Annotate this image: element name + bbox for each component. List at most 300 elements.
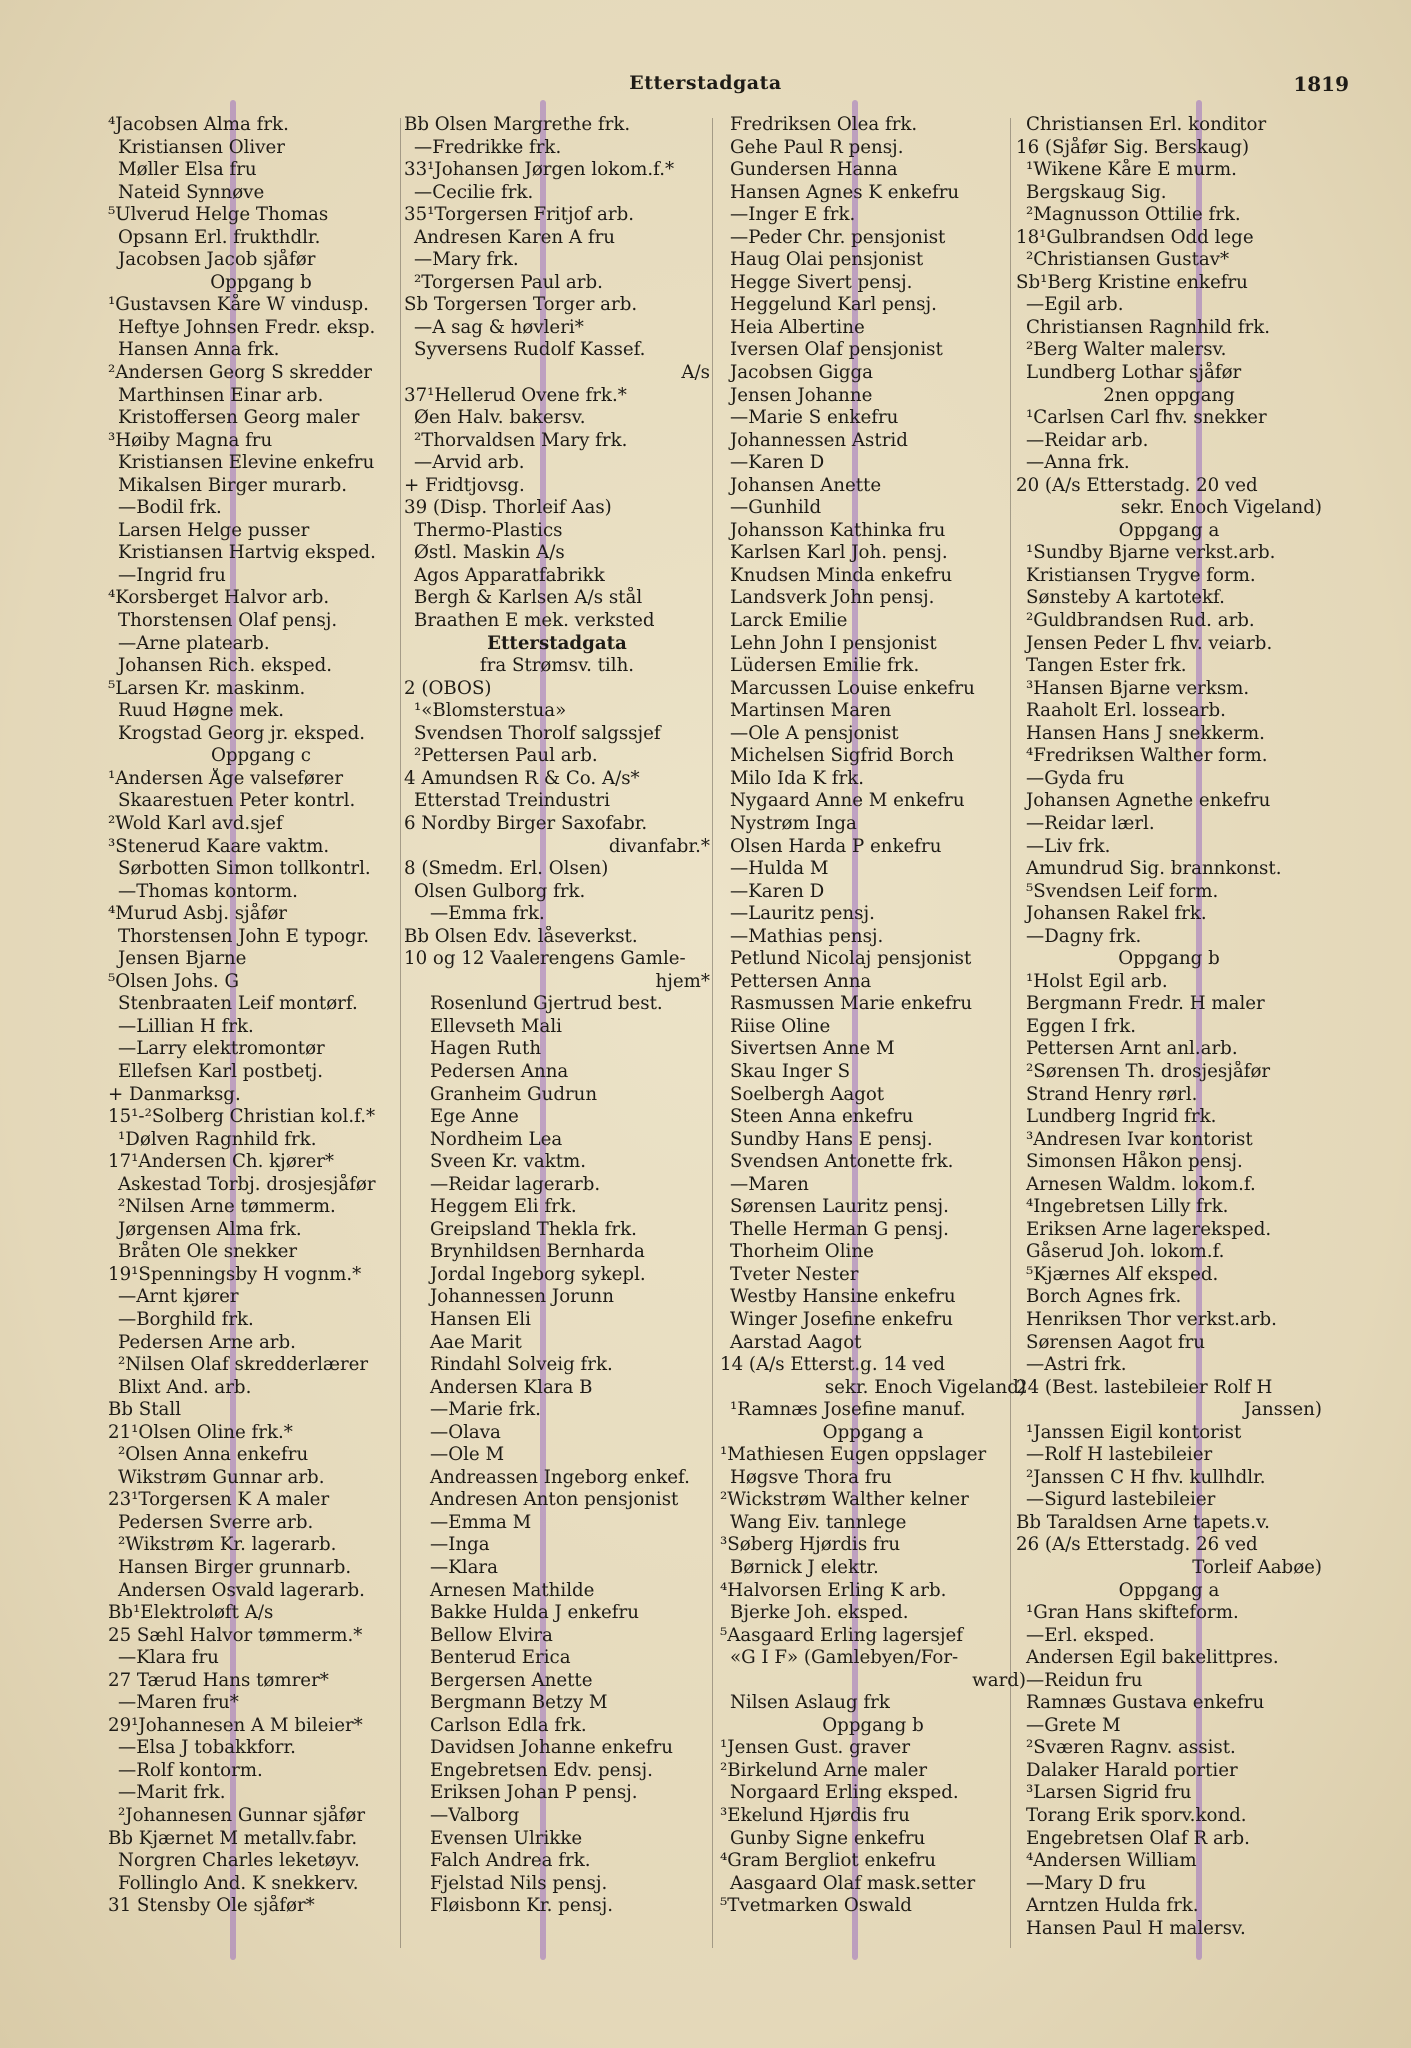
directory-line: —Karen D xyxy=(730,880,825,902)
directory-line: ³Høiby Magna fru xyxy=(108,429,273,451)
directory-line: Pedersen Sverre arb. xyxy=(118,1511,314,1533)
directory-line: Johansen Agnethe enkefru xyxy=(1026,790,1271,812)
directory-line: ¹«Blomsterstua» xyxy=(414,700,567,722)
directory-line: ⁵Olsen Johs. G xyxy=(108,970,239,992)
directory-line: ⁴Halvorsen Erling K arb. xyxy=(720,1579,947,1601)
directory-line: Etterstadgata xyxy=(487,632,627,654)
directory-line: ²Johannesen Gunnar sjåfør xyxy=(118,1805,366,1827)
directory-line: ⁴Jacobsen Alma frk. xyxy=(108,114,289,135)
directory-line: Aae Marit xyxy=(430,1331,522,1353)
directory-line: Wikstrøm Gunnar arb. xyxy=(118,1466,325,1488)
directory-line: Bråten Ole snekker xyxy=(118,1241,298,1263)
directory-line: Bb Stall xyxy=(108,1399,182,1421)
directory-line: Iversen Olaf pensjonist xyxy=(730,339,943,361)
directory-line: 23¹Torgersen K A maler xyxy=(108,1489,330,1511)
directory-line: Andersen Osvald lagerarb. xyxy=(118,1579,365,1601)
directory-line: ²Andersen Georg S skredder xyxy=(108,362,372,384)
directory-line: ²Torgersen Paul arb. xyxy=(414,271,603,293)
directory-line: Kristiansen Elevine enkefru xyxy=(118,452,375,474)
directory-line: Fjelstad Nils pensj. xyxy=(430,1872,608,1894)
directory-line: —Peder Chr. pensjonist xyxy=(730,226,946,248)
directory-line: ²Sørensen Th. drosjesjåfør xyxy=(1026,1060,1271,1082)
directory-line: —Gunhild xyxy=(730,497,822,519)
directory-line: Ellevseth Mali xyxy=(430,1015,562,1037)
directory-line: Granheim Gudrun xyxy=(430,1083,598,1105)
directory-line: ⁵Svendsen Leif form. xyxy=(1026,880,1219,902)
directory-line: —Inger E frk. xyxy=(730,204,856,226)
directory-line: —Ole A pensjonist xyxy=(730,722,899,744)
directory-line: ⁵Kjærnes Alf eksped. xyxy=(1026,1263,1219,1285)
directory-line: Bergskaug Sig. xyxy=(1026,181,1167,203)
directory-line: —Rolf kontorm. xyxy=(118,1759,263,1781)
directory-line: —Borghild frk. xyxy=(118,1308,254,1330)
directory-line: —Arne platearb. xyxy=(118,632,270,654)
directory-line: Heggelund Karl pensj. xyxy=(730,294,937,316)
directory-line: 17¹Andersen Ch. kjører* xyxy=(108,1151,335,1173)
directory-line: Opsann Erl. frukthdlr. xyxy=(118,226,321,248)
directory-line: —Mary frk. xyxy=(414,249,519,271)
directory-line: Pettersen Anna xyxy=(730,970,872,992)
directory-line: Kristiansen Trygve form. xyxy=(1026,564,1256,586)
directory-line: ²Sværen Ragnv. assist. xyxy=(1026,1737,1236,1759)
directory-line: Christiansen Ragnhild frk. xyxy=(1026,316,1271,338)
directory-line: «G I F» (Gamlebyen/For- xyxy=(730,1647,959,1669)
directory-line: Greipsland Thekla frk. xyxy=(430,1218,637,1240)
directory-line: ²Wickstrøm Walther kelner xyxy=(720,1489,969,1511)
directory-line: Sivertsen Anne M xyxy=(730,1038,895,1060)
directory-line: Gåserud Joh. lokom.f. xyxy=(1026,1241,1225,1263)
directory-line: Eriksen Arne lagereksped. xyxy=(1026,1218,1272,1240)
directory-line: Carlson Edla frk. xyxy=(430,1714,587,1736)
directory-line: Benterud Erica xyxy=(430,1647,571,1669)
directory-line: Andresen Anton pensjonist xyxy=(430,1489,679,1511)
directory-line: Sønsteby A kartotekf. xyxy=(1026,587,1225,609)
directory-line: —Grete M xyxy=(1026,1714,1121,1736)
directory-line: Nystrøm Inga xyxy=(730,812,857,834)
directory-line: Nordheim Lea xyxy=(430,1128,563,1150)
directory-line: Bb Taraldsen Arne tapets.v. xyxy=(1016,1511,1270,1533)
directory-line: Pedersen Anna xyxy=(430,1060,569,1082)
directory-line: 24 (Best. lastebileier Rolf H xyxy=(1016,1376,1273,1398)
directory-line: Ege Anne xyxy=(430,1106,519,1128)
directory-line: Engebretsen Olaf R arb. xyxy=(1026,1827,1250,1849)
directory-line: —Arnt kjører xyxy=(118,1286,239,1308)
directory-line: Gehe Paul R pensj. xyxy=(730,136,904,158)
directory-line: Bergmann Fredr. H maler xyxy=(1026,993,1265,1015)
directory-line: Johansen Rakel frk. xyxy=(1026,903,1207,925)
directory-line: Bb¹Elektroløft A/s xyxy=(108,1602,274,1624)
directory-line: Skaarestuen Peter kontrl. xyxy=(118,790,356,812)
directory-line: Larck Emilie xyxy=(730,610,848,632)
directory-line: Sb¹Berg Kristine enkefru xyxy=(1016,271,1248,293)
directory-line: ¹Jensen Gust. graver xyxy=(720,1737,911,1759)
directory-line: —Egil arb. xyxy=(1026,294,1124,316)
directory-line: Bergmann Betzy M xyxy=(430,1692,608,1714)
directory-line: Michelsen Sigfrid Borch xyxy=(730,745,955,767)
directory-line: —Marit frk. xyxy=(118,1782,226,1804)
directory-line: 18¹Gulbrandsen Odd lege xyxy=(1016,226,1254,248)
directory-line: Strand Henry rørl. xyxy=(1026,1083,1198,1105)
directory-line: Oppgang a xyxy=(1118,519,1220,541)
directory-line: divanfabr.* xyxy=(608,835,710,857)
directory-line: Nygaard Anne M enkefru xyxy=(730,790,965,812)
directory-line: Olsen Harda P enkefru xyxy=(730,835,942,857)
directory-line: Pedersen Arne arb. xyxy=(118,1331,296,1353)
directory-line: Gundersen Hanna xyxy=(730,159,898,181)
directory-line: 33¹Johansen Jørgen lokom.f.* xyxy=(404,159,675,181)
directory-line: Etterstad Treindustri xyxy=(414,790,610,812)
directory-line: Jørgensen Alma frk. xyxy=(118,1218,302,1240)
directory-line: —Emma frk. xyxy=(430,903,545,925)
directory-line: ⁵Ulverud Helge Thomas xyxy=(108,204,329,226)
directory-line: 8 (Smedm. Erl. Olsen) xyxy=(404,858,609,880)
directory-line: —Rolf H lastebileier xyxy=(1026,1444,1213,1466)
directory-line: ⁵Larsen Kr. maskinm. xyxy=(108,677,306,699)
directory-line: Kristiansen Oliver xyxy=(118,136,285,158)
directory-line: Ramnæs Gustava enkefru xyxy=(1026,1692,1265,1714)
directory-line: —Klara fru xyxy=(118,1647,219,1669)
directory-line: Martinsen Maren xyxy=(730,700,892,722)
directory-line: Henriksen Thor verkst.arb. xyxy=(1026,1308,1277,1330)
directory-line: ²Janssen C H fhv. kullhdlr. xyxy=(1026,1466,1266,1488)
directory-line: Rindahl Solveig frk. xyxy=(430,1354,613,1376)
directory-line: ⁴Ingebretsen Lilly frk. xyxy=(1026,1196,1229,1218)
directory-line: Rosenlund Gjertrud best. xyxy=(430,993,663,1015)
directory-line: Oppgang b xyxy=(210,271,312,293)
directory-line: Andersen Klara B xyxy=(430,1376,593,1398)
directory-line: 2nen oppgang xyxy=(1103,384,1235,406)
directory-line: Raaholt Erl. lossearb. xyxy=(1026,700,1226,722)
directory-line: Dalaker Harald portier xyxy=(1026,1759,1238,1781)
directory-line: Andresen Karen A fru xyxy=(414,226,615,248)
directory-line: Brynhildsen Bernharda xyxy=(430,1241,645,1263)
directory-line: Eriksen Johan P pensj. xyxy=(430,1782,638,1804)
directory-line: Mikalsen Birger murarb. xyxy=(118,474,348,496)
directory-line: —Karen D xyxy=(730,452,825,474)
directory-line: Møller Elsa fru xyxy=(118,159,257,181)
directory-line: Hagen Ruth xyxy=(430,1038,542,1060)
directory-line: ²Christiansen Gustav* xyxy=(1026,249,1230,271)
directory-line: —Erl. eksped. xyxy=(1026,1624,1155,1646)
directory-line: Hansen Hans J snekkerm. xyxy=(1026,722,1265,744)
directory-line: ⁴Gram Bergliot enkefru xyxy=(720,1850,936,1872)
directory-line: ²Guldbrandsen Rud. arb. xyxy=(1026,610,1255,632)
directory-line: Haug Olai pensjonist xyxy=(730,249,924,271)
directory-line: —Marie S enkefru xyxy=(730,407,899,429)
directory-line: ²Nilsen Arne tømmerm. xyxy=(118,1196,336,1218)
directory-line: Landsverk John pensj. xyxy=(730,587,935,609)
directory-line: Oppgang b xyxy=(822,1714,924,1736)
directory-line: Oppgang a xyxy=(822,1421,924,1443)
page-number: 1819 xyxy=(1293,72,1349,96)
directory-line: fra Strømsv. tilh. xyxy=(479,655,635,677)
directory-line: Johannessen Jorunn xyxy=(430,1286,614,1308)
directory-line: Arnesen Waldm. lokom.f. xyxy=(1026,1173,1256,1195)
directory-line: Westby Hansine enkefru xyxy=(730,1286,956,1308)
directory-line: Olsen Gulborg frk. xyxy=(414,880,586,902)
directory-line: ⁵Aasgaard Erling lagersjef xyxy=(720,1624,964,1646)
directory-line: Aasgaard Olaf mask.setter xyxy=(730,1872,976,1894)
directory-line: ¹Janssen Eigil kontorist xyxy=(1026,1421,1242,1443)
directory-line: Evensen Ulrikke xyxy=(430,1827,583,1849)
directory-line: —Sigurd lastebileier xyxy=(1026,1489,1216,1511)
directory-line: Winger Josefine enkefru xyxy=(730,1308,953,1330)
directory-line: Blixt And. arb. xyxy=(118,1376,252,1398)
directory-line: Arntzen Hulda frk. xyxy=(1026,1895,1199,1917)
directory-line: Knudsen Minda enkefru xyxy=(730,564,953,586)
directory-line: Skau Inger S xyxy=(730,1060,851,1082)
directory-line: 14 (A/s Etterst.g. 14 ved xyxy=(720,1354,945,1376)
directory-line: Gunby Signe enkefru xyxy=(730,1827,926,1849)
directory-column-4 xyxy=(1016,114,1322,1954)
directory-line: Sundby Hans E pensj. xyxy=(730,1128,933,1150)
directory-line: —Cecilie frk. xyxy=(414,181,534,203)
directory-line: ¹Gustavsen Kåre W vindusp. xyxy=(108,294,369,316)
directory-line: 19¹Spenningsby H vognm.* xyxy=(108,1263,362,1285)
directory-line: ²Wikstrøm Kr. lagerarb. xyxy=(118,1534,337,1556)
directory-line: Kristiansen Hartvig eksped. xyxy=(118,542,376,564)
directory-line: —Klara xyxy=(430,1557,498,1578)
directory-line: —Thomas kontorm. xyxy=(118,880,298,902)
directory-line: A/s xyxy=(681,362,710,384)
directory-line: 4 Amundsen R & Co. A/s* xyxy=(404,767,640,789)
directory-line: —Marie frk. xyxy=(430,1399,541,1421)
directory-line: Ellefsen Karl postbetj. xyxy=(118,1060,324,1082)
directory-line: Marthinsen Einar arb. xyxy=(118,384,324,406)
directory-line: ³Søberg Hjørdis fru xyxy=(720,1534,901,1556)
directory-line: ³Andresen Ivar kontorist xyxy=(1026,1128,1253,1150)
directory-line: —Elsa J tobakkforr. xyxy=(118,1737,296,1759)
directory-line: Janssen) xyxy=(1243,1399,1322,1421)
directory-line: 26 (A/s Etterstadg. 26 ved xyxy=(1016,1534,1258,1556)
directory-line: Hansen Eli xyxy=(430,1308,531,1330)
directory-line: Jacobsen Gigga xyxy=(730,362,873,384)
directory-line: Johansen Rich. eksped. xyxy=(118,655,333,677)
directory-line: Kristoffersen Georg maler xyxy=(118,407,360,429)
directory-line: Thorstensen Olaf pensj. xyxy=(118,610,338,632)
directory-line: ¹Sundby Bjarne verkst.arb. xyxy=(1026,542,1276,564)
directory-line: Jordal Ingeborg sykepl. xyxy=(430,1263,646,1285)
directory-line: Soelbergh Aagot xyxy=(730,1083,885,1105)
directory-line: 10 og 12 Vaalerengens Gamle- xyxy=(404,948,686,970)
directory-line: ²Magnusson Ottilie frk. xyxy=(1026,204,1241,226)
directory-line: Thorheim Oline xyxy=(730,1241,874,1263)
directory-line: —Gyda fru xyxy=(1026,767,1125,789)
directory-line: 37¹Hellerud Ovene frk.* xyxy=(404,384,627,406)
directory-line: —Anna frk. xyxy=(1026,452,1130,474)
directory-line: Ruud Høgne mek. xyxy=(118,700,285,722)
directory-line: —Maren fru* xyxy=(118,1692,239,1714)
directory-line: Jensen Peder L fhv. veiarb. xyxy=(1026,632,1273,654)
directory-line: 21¹Olsen Oline frk.* xyxy=(108,1421,293,1443)
directory-line: 2 (OBOS) xyxy=(404,677,492,699)
directory-line: —Reidar lærl. xyxy=(1026,812,1155,834)
directory-line: Sørensen Lauritz pensj. xyxy=(730,1196,949,1218)
directory-line: ¹Wikene Kåre E murm. xyxy=(1026,159,1237,181)
directory-line: Milo Ida K frk. xyxy=(730,767,865,789)
directory-line: —Valborg xyxy=(430,1805,520,1827)
directory-line: Engebretsen Edv. pensj. xyxy=(430,1759,653,1781)
directory-line: Borch Agnes frk. xyxy=(1026,1286,1182,1308)
directory-line: —Mathias pensj. xyxy=(730,925,884,947)
directory-line: ²Nilsen Olaf skredderlærer xyxy=(118,1354,369,1376)
directory-line: Heggem Eli frk. xyxy=(430,1196,577,1218)
directory-line: Torang Erik sporv.kond. xyxy=(1026,1805,1247,1827)
directory-line: Sørbotten Simon tollkontrl. xyxy=(118,858,371,880)
directory-line: Simonsen Håkon pensj. xyxy=(1026,1151,1243,1173)
directory-line: Børnick J elektr. xyxy=(730,1557,879,1578)
directory-line: ¹Dølven Ragnhild frk. xyxy=(118,1128,317,1150)
directory-line: Krogstad Georg jr. eksped. xyxy=(118,722,365,744)
directory-line: Arnesen Mathilde xyxy=(430,1579,595,1601)
directory-line: Aarstad Aagot xyxy=(730,1331,862,1353)
directory-column-3 xyxy=(720,114,1026,1954)
directory-line: —Olava xyxy=(430,1421,501,1443)
directory-line: Andersen Egil bakelittpres. xyxy=(1026,1647,1279,1669)
directory-line: 31 Stensby Ole sjåfør* xyxy=(108,1895,315,1917)
directory-line: ⁴Murud Asbj. sjåfør xyxy=(108,903,287,925)
directory-line: ²Olsen Anna enkefru xyxy=(118,1444,309,1466)
directory-line: Hegge Sivert pensj. xyxy=(730,271,913,293)
directory-line: —Hulda M xyxy=(730,858,829,880)
directory-line: 35¹Torgersen Fritjof arb. xyxy=(404,204,634,226)
directory-line: —Reidun fru xyxy=(1026,1669,1143,1691)
directory-line: Thelle Herman G pensj. xyxy=(730,1218,949,1240)
directory-line: ⁴Fredriksen Walther form. xyxy=(1026,745,1268,767)
directory-line: hjem* xyxy=(655,970,710,992)
directory-line: Nateid Synnøve xyxy=(118,181,265,203)
directory-line: Bjerke Joh. eksped. xyxy=(730,1602,909,1624)
directory-line: Johansson Kathinka fru xyxy=(730,519,946,541)
directory-line: Bb Kjærnet M metallv.fabr. xyxy=(108,1827,358,1849)
directory-line: —Lauritz pensj. xyxy=(730,903,875,925)
directory-line: ⁴Korsberget Halvor arb. xyxy=(108,587,330,609)
directory-line: ²Wold Karl avd.sjef xyxy=(108,812,283,834)
directory-line: Bakke Hulda J enkefru xyxy=(430,1602,639,1624)
directory-line: Christiansen Erl. konditor xyxy=(1026,114,1267,135)
directory-line: Tveter Nester xyxy=(730,1263,859,1285)
directory-line: Stenbraaten Leif montørf. xyxy=(118,993,358,1015)
directory-line: Jensen Johanne xyxy=(730,384,873,406)
directory-line: ³Stenerud Kaare vaktm. xyxy=(108,835,330,857)
directory-line: Oppgang a xyxy=(1118,1579,1220,1601)
directory-line: —A sag & høvleri* xyxy=(414,316,584,338)
directory-line: Bb Olsen Margrethe frk. xyxy=(404,114,631,135)
directory-line: Larsen Helge pusser xyxy=(118,519,310,541)
directory-line: —Mary D fru xyxy=(1026,1872,1146,1894)
directory-line: Steen Anna enkefru xyxy=(730,1106,914,1128)
directory-line: Norgaard Erling eksped. xyxy=(730,1782,959,1804)
directory-line: Lundberg Ingrid frk. xyxy=(1026,1106,1217,1128)
directory-line: ¹Andersen Åge valsefører xyxy=(108,767,344,789)
directory-line: Bergersen Anette xyxy=(430,1669,593,1691)
directory-line: —Lillian H frk. xyxy=(118,1015,254,1037)
directory-line: Oppgang c xyxy=(210,745,311,767)
directory-line: Lüdersen Emilie frk. xyxy=(730,655,920,677)
directory-line: 6 Nordby Birger Saxofabr. xyxy=(404,812,648,834)
directory-line: —Emma M xyxy=(430,1511,532,1533)
directory-line: —Liv frk. xyxy=(1026,835,1111,857)
directory-line: 39 (Disp. Thorleif Aas) xyxy=(404,497,612,519)
directory-line: Syversens Rudolf Kassef. xyxy=(414,339,646,361)
directory-line: ³Hansen Bjarne verksm. xyxy=(1026,677,1250,699)
directory-line: —Maren xyxy=(730,1173,809,1195)
directory-line: Braathen E mek. verksted xyxy=(414,610,655,632)
directory-line: Hansen Paul H malersv. xyxy=(1026,1917,1246,1939)
directory-line: Askestad Torbj. drosjesjåfør xyxy=(118,1173,376,1195)
directory-line: Hansen Birger grunnarb. xyxy=(118,1557,352,1578)
directory-line: —Dagny frk. xyxy=(1026,925,1142,947)
directory-line: Agos Apparatfabrikk xyxy=(414,564,605,586)
directory-column-1 xyxy=(108,114,414,1954)
directory-line: Hansen Agnes K enkefru xyxy=(730,181,960,203)
directory-line: Heftye Johnsen Fredr. eksp. xyxy=(118,316,376,338)
directory-line: ¹Ramnæs Josefine manuf. xyxy=(730,1399,966,1421)
directory-line: sekr. Enoch Vigeland) xyxy=(824,1376,1026,1398)
directory-line: —Inga xyxy=(430,1534,490,1556)
column-divider xyxy=(712,118,713,1948)
directory-column-2 xyxy=(404,114,710,1954)
directory-line: Thermo-Plastics xyxy=(414,519,563,541)
directory-line: Fredriksen Olea frk. xyxy=(730,114,918,135)
directory-line: ward) xyxy=(972,1669,1026,1691)
directory-line: ³Ekelund Hjørdis fru xyxy=(720,1805,910,1827)
directory-line: ⁵Tvetmarken Oswald xyxy=(720,1895,912,1917)
directory-line: Svendsen Thorolf salgssjef xyxy=(414,722,661,744)
directory-line: Heia Albertine xyxy=(730,316,865,338)
directory-line: —Fredrikke frk. xyxy=(414,136,562,158)
directory-line: + Fridtjovsg. xyxy=(404,474,525,496)
directory-line: —Reidar lagerarb. xyxy=(430,1173,601,1195)
directory-line: Høgsve Thora fru xyxy=(730,1466,892,1488)
directory-line: Tangen Ester frk. xyxy=(1026,655,1187,677)
directory-line: ²Birkelund Arne maler xyxy=(720,1759,928,1781)
directory-line: Pettersen Arnt anl.arb. xyxy=(1026,1038,1238,1060)
directory-line: Oppgang b xyxy=(1118,948,1220,970)
directory-line: Fløisbonn Kr. pensj. xyxy=(430,1895,614,1917)
directory-line: ²Thorvaldsen Mary frk. xyxy=(414,429,628,451)
directory-line: ³Larsen Sigrid fru xyxy=(1026,1782,1192,1804)
directory-line: Lundberg Lothar sjåfør xyxy=(1026,362,1242,384)
directory-line: ¹Carlsen Carl fhv. snekker xyxy=(1026,407,1267,429)
directory-line: Lehn John I pensjonist xyxy=(730,632,937,654)
directory-line: ⁴Andersen William xyxy=(1026,1850,1197,1872)
directory-line: sekr. Enoch Vigeland) xyxy=(1120,497,1322,519)
directory-line: Thorstensen John E typogr. xyxy=(118,925,370,947)
directory-line: Nilsen Aslaug frk xyxy=(730,1692,890,1714)
directory-line: Sb Torgersen Torger arb. xyxy=(404,294,638,316)
directory-line: 29¹Johannesen A M bileier* xyxy=(108,1714,363,1736)
directory-line: 27 Tærud Hans tømrer* xyxy=(108,1669,329,1691)
directory-line: Amundrud Sig. brannkonst. xyxy=(1026,858,1282,880)
directory-line: Jensen Bjarne xyxy=(118,948,247,970)
directory-line: —Arvid arb. xyxy=(414,452,525,474)
directory-line: —Ole M xyxy=(430,1444,505,1466)
directory-line: Riise Oline xyxy=(730,1015,831,1037)
directory-line: Norgren Charles leketøyv. xyxy=(118,1850,360,1872)
directory-line: Hansen Anna frk. xyxy=(118,339,280,361)
directory-line: ²Pettersen Paul arb. xyxy=(414,745,598,767)
directory-line: Rasmussen Marie enkefru xyxy=(730,993,973,1015)
directory-line: Petlund Nicolaj pensjonist xyxy=(730,948,972,970)
directory-line: + Danmarksg. xyxy=(108,1083,241,1105)
directory-line: Torleif Aabøe) xyxy=(1192,1557,1322,1578)
directory-line: Jacobsen Jacob sjåfør xyxy=(118,249,316,271)
directory-line: Johannessen Astrid xyxy=(730,429,908,451)
directory-line: 15¹-²Solberg Christian kol.f.* xyxy=(108,1106,376,1128)
directory-line: 16 (Sjåfør Sig. Berskaug) xyxy=(1016,136,1250,158)
directory-line: —Bodil frk. xyxy=(118,497,222,519)
